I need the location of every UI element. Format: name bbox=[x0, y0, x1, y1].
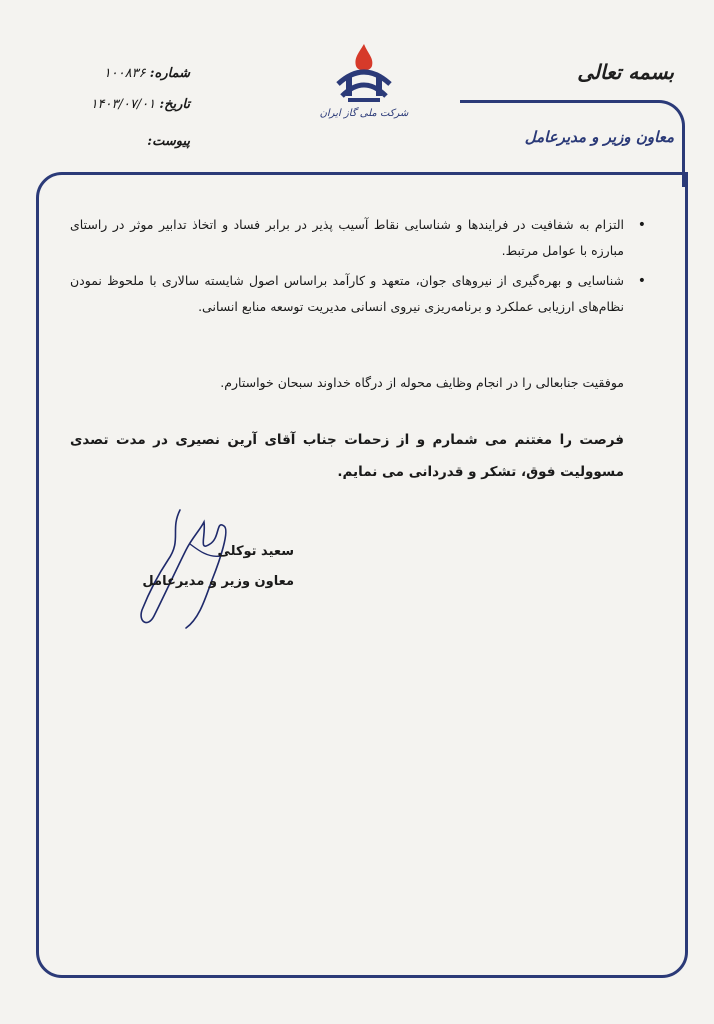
date-label: تاریخ: bbox=[159, 97, 190, 112]
office-title: معاون وزیر و مدیرعامل bbox=[524, 128, 674, 146]
bullet-icon: • bbox=[637, 273, 646, 289]
letter-date bbox=[80, 97, 190, 112]
bullet-text: التزام به شفافیت در فرایندها و شناسایی نقاط آسیب پذیر در برابر فساد و اتخاذ تدابیر موثر در راستای مبارزه با عوامل مرتبط. bbox=[70, 217, 624, 258]
letter-attachment bbox=[80, 134, 190, 149]
closing-paragraph: موفقیت جنابعالی را در انجام وظایف محوله از درگاه خداوند سبحان خواستارم. bbox=[220, 375, 624, 390]
bullet-icon: • bbox=[637, 217, 646, 233]
signatory-name: سعید توکلی bbox=[217, 544, 294, 559]
bullet-text: شناسایی و بهره‌گیری از نیروهای جوان، متعهد و کارآمد براساس اصول شایسته سالاری با ملحوظ نمودن نظام‌های ارزیابی عملکرد و برنامه‌ریزی نیروی انسانی مدیریت توسعه منابع انسانی. bbox=[70, 273, 624, 314]
attachment-label: پیوست: bbox=[147, 134, 190, 149]
number-label: شماره: bbox=[149, 66, 190, 81]
list-item bbox=[70, 212, 646, 264]
letter-number bbox=[80, 66, 190, 81]
logo-caption: شرکت ملی گاز ایران bbox=[319, 108, 409, 119]
bismillah-heading: بسمه تعالی bbox=[577, 60, 674, 84]
handwritten-signature bbox=[120, 500, 250, 640]
thanks-paragraph: فرصت را مغتنم می شمارم و از زحمات جناب آقای آرین نصیری در مدت تصدی مسوولیت فوق، تشکر و قدردانی می نمایم. bbox=[70, 432, 624, 480]
bullet-list bbox=[70, 212, 646, 324]
company-logo bbox=[318, 40, 410, 130]
list-item bbox=[70, 268, 646, 320]
number-value: ۱۰۰۸۳۶ bbox=[103, 66, 146, 81]
signatory-title: معاون وزیر و مدیرعامل bbox=[142, 574, 294, 589]
flame-logo-icon bbox=[318, 40, 410, 110]
date-value: ۱۴۰۳/۰۷/۰۱ bbox=[90, 97, 156, 112]
